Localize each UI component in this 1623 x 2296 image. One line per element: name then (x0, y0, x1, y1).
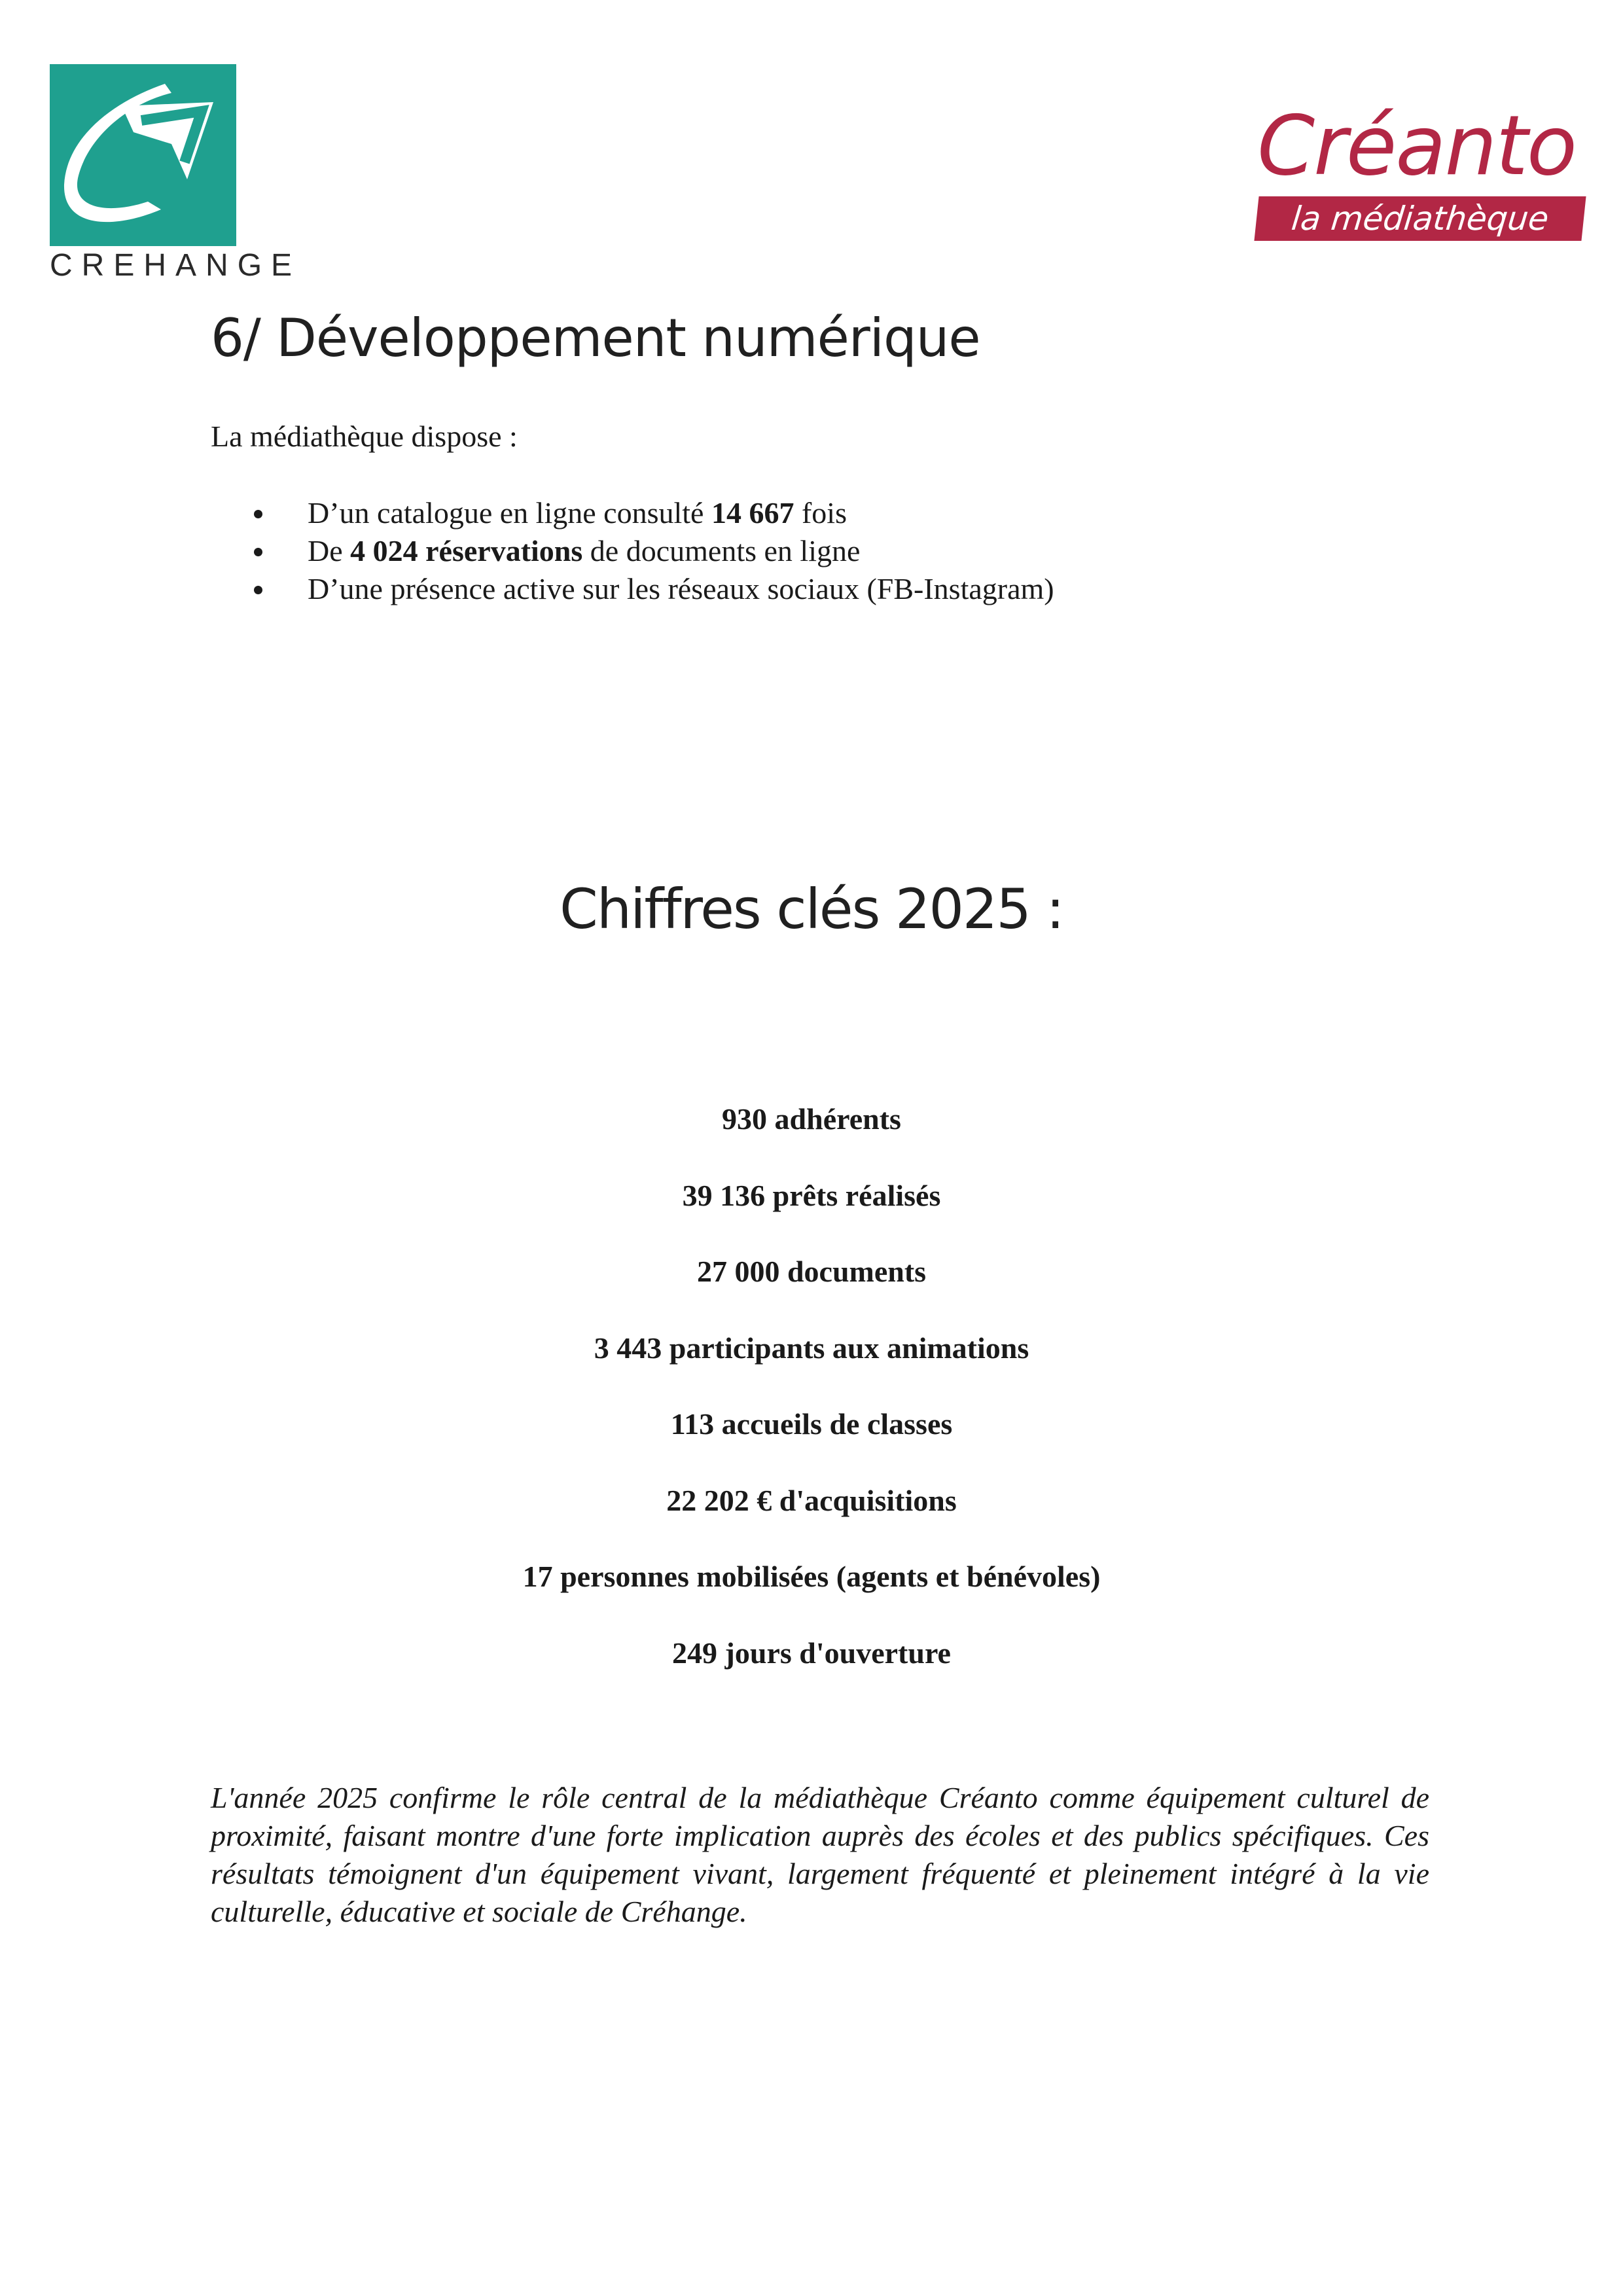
creanto-logo (1257, 98, 1584, 241)
key-figure: 27 000 documents (696, 1255, 927, 1288)
key-figures-title: Chiffres clés 2025 : (560, 877, 1063, 941)
crehange-logo-mark (50, 64, 236, 246)
arrow-icon (50, 64, 236, 246)
key-figure: 39 136 prêts réalisés (682, 1178, 941, 1212)
list-item: De 4 024 réservations de documents en ligne (254, 532, 1054, 570)
key-figures-list (0, 1100, 1623, 1710)
conclusion-paragraph: L'année 2025 confirme le rôle central de la médiathèque Créanto comme équipement culturel de proximité, faisant montre d'une forte implication auprès des écoles et des publics spécifiques. Ces résultats témoignent d'un équipement vivant, largement fréquenté et pleinement intégré à la vie culturelle, éducative et sociale de Créhange. (211, 1781, 1429, 1928)
creanto-logo-subtitle: la médiathèque (1254, 196, 1586, 241)
key-figure: 17 personnes mobilisées (agents et bénévoles) (522, 1560, 1101, 1593)
digital-list (254, 494, 1054, 608)
crehange-logo-name: CREHANGE (50, 248, 302, 283)
creanto-logo-word: Créanto (1257, 98, 1576, 194)
key-figure: 3 443 participants aux animations (594, 1331, 1029, 1365)
key-figure: 930 adhérents (722, 1102, 901, 1136)
section-title: 6/ Développement numérique (211, 308, 980, 368)
section-intro: La médiathèque dispose : (211, 420, 518, 453)
crehange-logo (50, 64, 302, 283)
list-item: D’un catalogue en ligne consulté 14 667 fois (254, 494, 1054, 532)
key-figure: 113 accueils de classes (670, 1407, 953, 1441)
key-figure: 249 jours d'ouverture (672, 1636, 951, 1670)
key-figure: 22 202 € d'acquisitions (666, 1483, 957, 1517)
list-item: D’une présence active sur les réseaux sociaux (FB-Instagram) (254, 570, 1054, 608)
